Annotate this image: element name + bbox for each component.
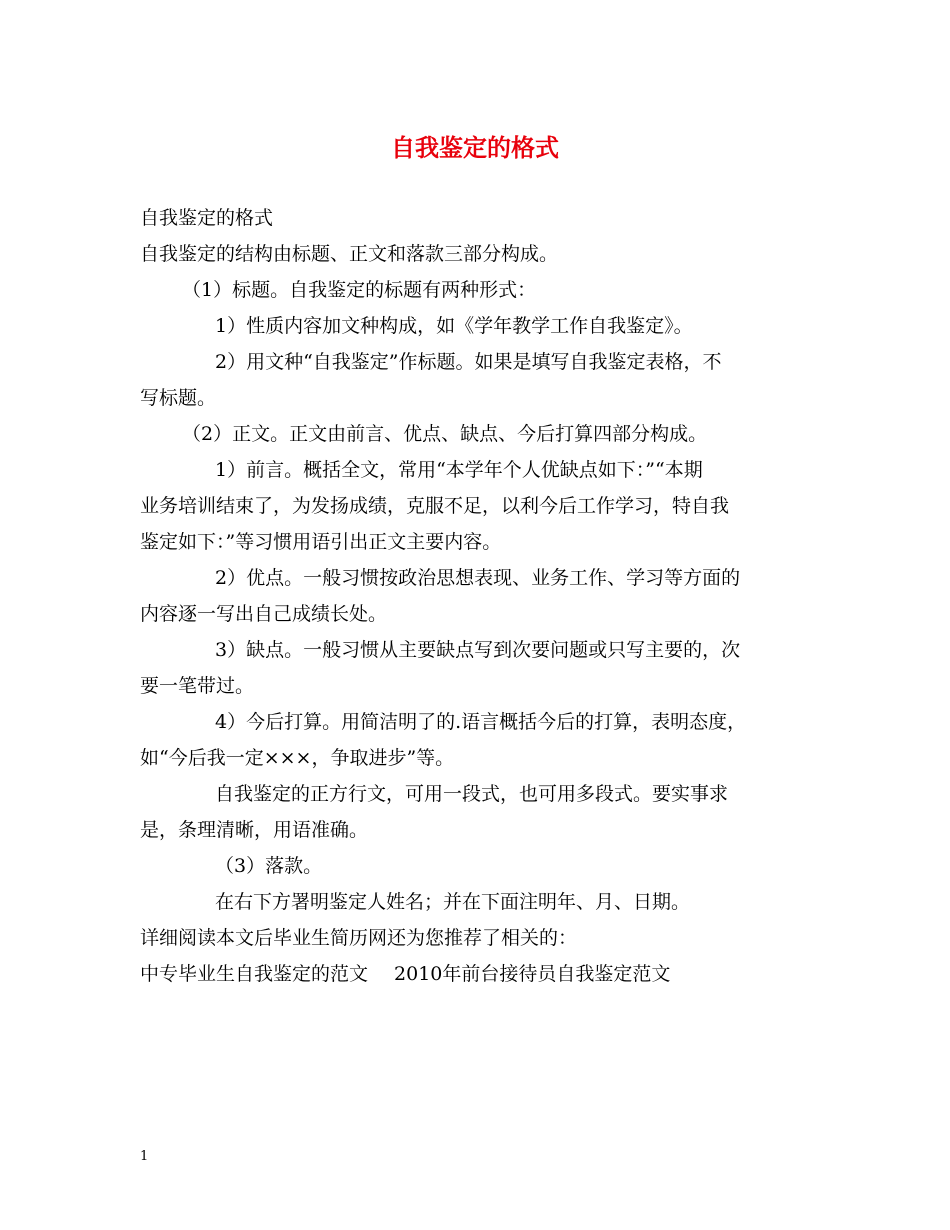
title-form-2-continued: 写标题。 [140,387,217,409]
body-weaknesses-continued: 要一笔带过。 [140,675,255,697]
body-preface: 1）前言。概括全文，常用“本学年个人优缺点如下：”“本期 [215,459,703,481]
body-strengths: 2）优点。一般习惯按政治思想表现、业务工作、学习等方面的 [215,567,741,589]
section-heading: 自我鉴定的格式 [140,207,274,229]
item-signature-heading: （3）落款。 [215,855,323,877]
related-intro: 详细阅读本文后毕业生简历网还为您推荐了相关的： [140,927,578,949]
related-link-1[interactable]: 中专毕业生自我鉴定的范文 [140,963,369,985]
title-form-2: 2）用文种“自我鉴定”作标题。如果是填写自我鉴定表格，不 [215,351,722,373]
body-format-note: 自我鉴定的正方行文，可用一段式，也可用多段式。要实事求 [215,783,729,805]
document-title: 自我鉴定的格式 [391,133,559,162]
related-link-2[interactable]: 2010年前台接待员自我鉴定范文 [394,963,671,985]
page-number: 1 [140,1149,149,1164]
body-future-plans: 4）今后打算。用简洁明了的.语言概括今后的打算，表明态度， [215,711,747,733]
signature-instructions: 在右下方署明鉴定人姓名；并在下面注明年、月、日期。 [215,891,691,913]
body-preface-continued-1: 业务培训结束了，为发扬成绩，克服不足，以利今后工作学习，特自我 [140,495,730,517]
body-future-plans-continued: 如“今后我一定×××，争取进步”等。 [140,747,455,769]
item-title-heading: （1）标题。自我鉴定的标题有两种形式： [182,279,537,301]
item-body-heading: （2）正文。正文由前言、优点、缺点、今后打算四部分构成。 [182,423,708,445]
body-strengths-continued: 内容逐一写出自己成绩长处。 [140,603,388,625]
intro-paragraph: 自我鉴定的结构由标题、正文和落款三部分构成。 [140,243,559,265]
related-links [140,957,820,991]
title-form-1: 1）性质内容加文种构成，如《学年教学工作自我鉴定》。 [215,315,693,337]
body-preface-continued-2: 鉴定如下：”等习惯用语引出正文主要内容。 [140,531,502,553]
body-format-note-continued: 是，条理清晰，用语准确。 [140,819,369,841]
body-weaknesses: 3）缺点。一般习惯从主要缺点写到次要问题或只写主要的，次 [215,639,741,661]
